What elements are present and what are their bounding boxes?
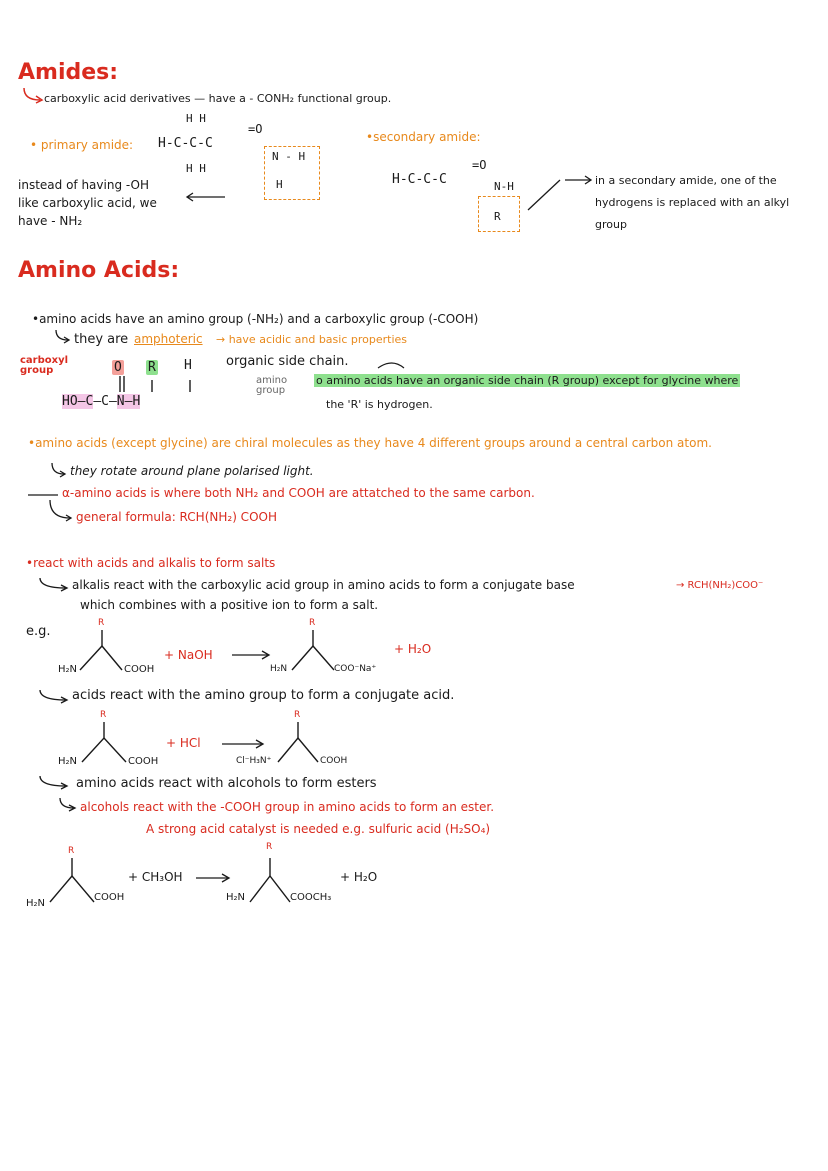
- r3-byproduct: + H₂O: [340, 870, 378, 884]
- primary-amide-carbonyl: =O: [248, 122, 263, 136]
- r1-left-h2n: H₂N: [58, 664, 78, 675]
- amides-heading: Amides:: [18, 60, 119, 85]
- alkali-product: → RCH(NH₂)COO⁻: [676, 580, 764, 591]
- secondary-amide-label: •secondary amide:: [366, 130, 481, 144]
- primary-formula-main: H-C-C-C: [158, 136, 213, 151]
- amino-group-label: amino group: [256, 375, 288, 396]
- alkali-line2: which combines with a positive ion to form a salt.: [80, 598, 379, 612]
- r2-left-r: R: [100, 710, 107, 720]
- r2-right-r: R: [294, 710, 301, 720]
- amino-acids-bullet1: •amino acids have an amino group (-NH₂) and a carboxylic group (-COOH): [32, 312, 479, 326]
- r1-right-r: R: [309, 618, 316, 628]
- primary-formula-h-bottom: H H: [186, 162, 206, 175]
- r1-left-r: R: [98, 618, 105, 628]
- secondary-formula-main: H-C-C-C: [392, 172, 447, 187]
- amino-acids-heading: Amino Acids:: [18, 258, 180, 283]
- r3-reagent: + CH₃OH: [128, 870, 183, 884]
- alcohol-line: amino acids react with alcohols to form esters: [76, 776, 377, 791]
- rotate-line: they rotate around plane polarised light.: [70, 464, 314, 478]
- r2-right-n: Cl⁻H₃N⁺: [236, 756, 272, 766]
- r2-right-cooh: COOH: [320, 756, 348, 766]
- chiral-line: •amino acids (except glycine) are chiral molecules as they have 4 different groups around a central carbon atom.: [28, 436, 712, 450]
- primary-amide-n: N - H: [272, 150, 306, 163]
- eg-label: e.g.: [26, 624, 51, 639]
- r3-left-r: R: [68, 846, 75, 856]
- amides-definition: carboxylic acid derivatives — have a - CONH₂ functional group.: [44, 92, 392, 105]
- r1-right-h2n: H₂N: [270, 664, 288, 674]
- primary-formula-h-top: H H: [186, 112, 206, 125]
- r1-left-cooh: COOH: [124, 664, 155, 675]
- structure-r: R: [148, 360, 156, 375]
- structure-main: HO—C—C—N—H: [62, 394, 141, 409]
- r2-reagent: + HCl: [166, 736, 201, 750]
- r3-right-group: COOCH₃: [290, 892, 332, 903]
- r1-reagent: + NaOH: [164, 648, 213, 662]
- primary-note-line2: like carboxylic acid, we: [18, 196, 157, 210]
- acid-line: acids react with the amino group to form a conjugate acid.: [72, 688, 455, 703]
- r3-left-cooh: COOH: [94, 892, 125, 903]
- secondary-amide-r: R: [494, 210, 501, 223]
- alpha-amino-line: α-amino acids is where both NH₂ and COOH are attatched to the same carbon.: [62, 486, 535, 500]
- r3-right-h2n: H₂N: [226, 892, 246, 903]
- side-chain-note-line1: [314, 374, 740, 387]
- carboxyl-highlight: HO—C: [62, 394, 94, 409]
- primary-note-line3: have - NH₂: [18, 214, 83, 228]
- amino-acids-they-are: they are: [74, 332, 129, 347]
- amphoteric-term: amphoteric: [134, 332, 203, 346]
- secondary-amide-carbonyl: =O: [472, 158, 487, 172]
- secondary-note-line2: hydrogens is replaced with an alkyl: [595, 196, 790, 209]
- r3-left-h2n: H₂N: [26, 898, 46, 909]
- salts-heading: •react with acids and alkalis to form salts: [26, 556, 276, 570]
- secondary-amide-n: N-H: [494, 180, 514, 193]
- primary-note-line1: instead of having -OH: [18, 178, 150, 192]
- r1-right-group: COO⁻Na⁺: [334, 664, 377, 674]
- secondary-note-line1: in a secondary amide, one of the: [595, 174, 777, 187]
- primary-amide-h: H: [276, 178, 283, 191]
- side-chain-note-line2: the 'R' is hydrogen.: [326, 398, 433, 411]
- r2-left-h2n: H₂N: [58, 756, 78, 767]
- primary-amide-label: • primary amide:: [30, 138, 134, 152]
- r3-right-r: R: [266, 842, 273, 852]
- r1-byproduct: + H₂O: [394, 642, 432, 656]
- alkali-line1: alkalis react with the carboxylic acid group in amino acids to form a conjugate base: [72, 578, 575, 592]
- amino-highlight: N—H: [116, 394, 141, 409]
- organic-side-chain-label: organic side chain.: [226, 354, 349, 369]
- secondary-note-line3: group: [595, 218, 627, 231]
- general-formula-line: general formula: RCH(NH₂) COOH: [76, 510, 277, 524]
- catalyst-line: A strong acid catalyst is needed e.g. sulfuric acid (H₂SO₄): [146, 822, 491, 836]
- structure-o: O: [114, 360, 122, 375]
- structure-h: H: [184, 358, 192, 373]
- side-chain-note-text: o amino acids have an organic side chain (R group) except for glycine where: [316, 374, 739, 387]
- amphoteric-note: → have acidic and basic properties: [216, 333, 408, 346]
- r2-left-cooh: COOH: [128, 756, 159, 767]
- carboxyl-group-label: carboxyl group: [20, 355, 69, 376]
- alcohol-sub: alcohols react with the -COOH group in amino acids to form an ester.: [80, 800, 495, 814]
